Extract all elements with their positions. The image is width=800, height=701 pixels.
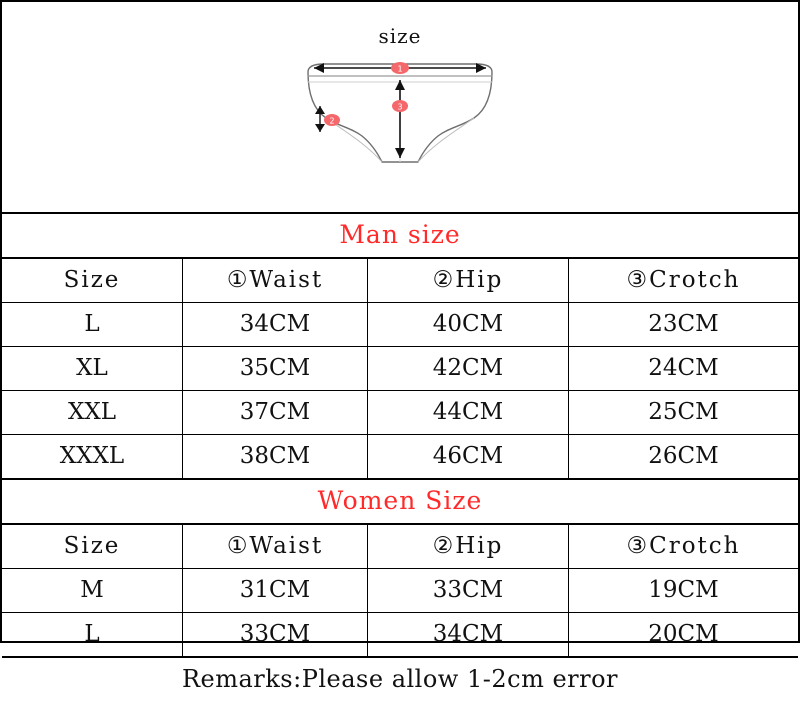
- man-row1-size: XL: [2, 347, 183, 391]
- marker-3: [392, 100, 408, 112]
- man-row0-size: L: [2, 303, 183, 347]
- man-size-title: Man size: [2, 214, 798, 259]
- man-header-waist: ①Waist: [183, 259, 368, 303]
- women-row0-waist: 31CM: [183, 569, 368, 613]
- underwear-illustration: [290, 54, 510, 174]
- women-row1-size: L: [2, 613, 183, 658]
- diagram-title: size: [378, 24, 422, 48]
- women-row0-hip: 33CM: [368, 569, 569, 613]
- table-row: [2, 391, 798, 435]
- man-header-hip: ②Hip: [368, 259, 569, 303]
- man-row3-crotch: 26CM: [569, 435, 799, 480]
- man-header-crotch: ③Crotch: [569, 259, 799, 303]
- marker-2: [324, 114, 340, 126]
- women-header-size: Size: [2, 525, 183, 569]
- table-header-row: [2, 259, 798, 303]
- man-row0-crotch: 23CM: [569, 303, 799, 347]
- man-row3-hip: 46CM: [368, 435, 569, 480]
- man-row3-size: XXXL: [2, 435, 183, 480]
- remarks-note: Remarks:Please allow 1-2cm error: [181, 665, 619, 693]
- women-row0-size: M: [2, 569, 183, 613]
- women-header-crotch: ③Crotch: [569, 525, 799, 569]
- table-row: [2, 303, 798, 347]
- table-row: [2, 613, 798, 658]
- man-row2-hip: 44CM: [368, 391, 569, 435]
- man-row2-size: XXL: [2, 391, 183, 435]
- man-row1-hip: 42CM: [368, 347, 569, 391]
- women-header-waist: ①Waist: [183, 525, 368, 569]
- women-row1-hip: 34CM: [368, 613, 569, 658]
- man-row1-crotch: 24CM: [569, 347, 799, 391]
- garment-diagram: [290, 54, 510, 174]
- women-size-title: Women Size: [2, 480, 798, 525]
- man-row2-crotch: 25CM: [569, 391, 799, 435]
- women-header-hip: ②Hip: [368, 525, 569, 569]
- man-row2-waist: 37CM: [183, 391, 368, 435]
- svg-text:3: 3: [397, 102, 403, 112]
- women-size-table: [2, 525, 798, 658]
- diagram-area: [2, 2, 798, 214]
- man-row0-hip: 40CM: [368, 303, 569, 347]
- svg-text:1: 1: [397, 64, 403, 74]
- women-row0-crotch: 19CM: [569, 569, 799, 613]
- man-header-size: Size: [2, 259, 183, 303]
- table-header-row: [2, 525, 798, 569]
- table-row: [2, 435, 798, 480]
- women-row1-crotch: 20CM: [569, 613, 799, 658]
- svg-text:2: 2: [329, 116, 335, 126]
- man-row3-waist: 38CM: [183, 435, 368, 480]
- table-row: [2, 569, 798, 613]
- man-size-table: [2, 259, 798, 480]
- marker-1: [391, 62, 409, 74]
- man-row0-waist: 34CM: [183, 303, 368, 347]
- women-row1-waist: 33CM: [183, 613, 368, 658]
- man-row1-waist: 35CM: [183, 347, 368, 391]
- table-row: [2, 347, 798, 391]
